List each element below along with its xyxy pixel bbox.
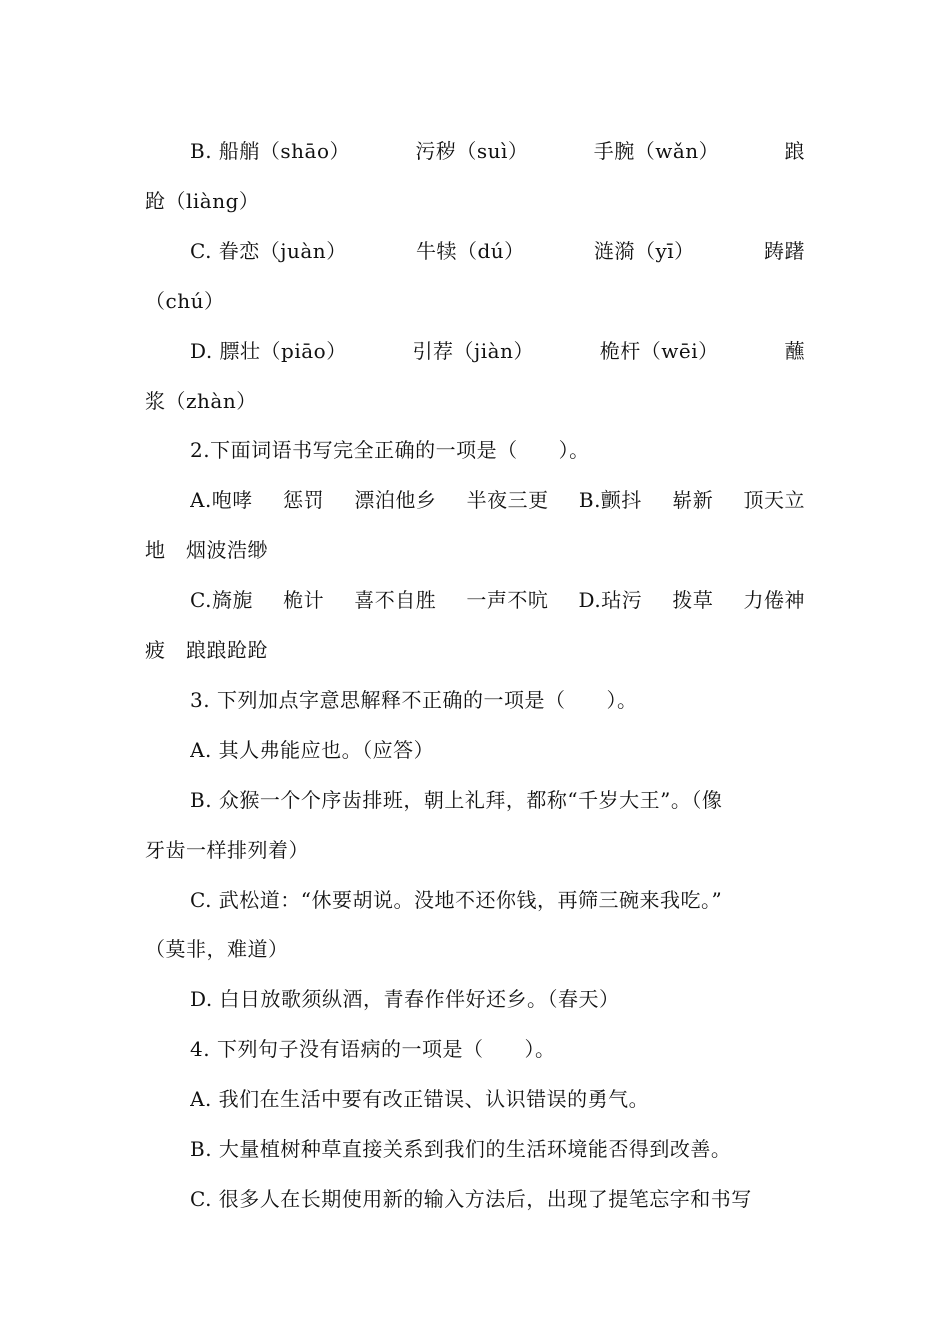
text-segment: 拨草 (672, 588, 714, 612)
text-segment: 踌躇 (763, 239, 805, 263)
text-segment: 2.下面词语书写完全正确的一项是（ ）。 (190, 438, 590, 462)
text-line (190, 987, 805, 1011)
text-segment: 喜不自胜 (354, 588, 437, 612)
text-line (145, 538, 805, 562)
text-line (145, 389, 805, 413)
text-line (190, 1187, 805, 1211)
text-line (190, 488, 805, 512)
text-segment: 崭新 (672, 488, 714, 512)
text-line (190, 888, 805, 912)
text-line (190, 588, 805, 612)
text-segment: 力倦神 (743, 588, 805, 612)
text-line (190, 1037, 805, 1061)
text-segment: 牙齿一样排列着） (145, 838, 309, 862)
text-segment: D. 白日放歌须纵酒，青春作伴好还乡。（春天） (190, 987, 620, 1011)
text-segment: 桅杆（wēi） (599, 339, 719, 363)
text-segment: 漂泊他乡 (354, 488, 437, 512)
text-line (145, 937, 805, 961)
text-segment: 跄（liàng） (145, 189, 260, 213)
text-segment: 4. 下列句子没有语病的一项是（ ）。 (190, 1037, 556, 1061)
text-line (190, 339, 805, 363)
text-segment: B. 船艄（shāo） (190, 139, 351, 163)
text-segment: 浆（zhàn） (145, 389, 257, 413)
text-line (145, 638, 805, 662)
text-segment: 地 烟波浩缈 (145, 538, 268, 562)
text-line (145, 289, 805, 313)
text-segment: C. 武松道：“休要胡说。没地不还你钱，再筛三碗来我吃。” (190, 888, 723, 912)
text-segment: 污秽（suì） (415, 139, 529, 163)
text-line (145, 189, 805, 213)
text-segment: 蘸 (784, 339, 805, 363)
text-segment: 引荐（jiàn） (412, 339, 534, 363)
text-segment: A. 其人弗能应也。（应答） (190, 738, 435, 762)
text-line (190, 788, 805, 812)
text-segment: （莫非，难道） (145, 937, 289, 961)
text-segment: A.咆哮 (190, 488, 253, 512)
text-segment: 惩罚 (283, 488, 325, 512)
text-segment: 3. 下列加点字意思解释不正确的一项是（ ）。 (190, 688, 638, 712)
text-segment: C. 很多人在长期使用新的输入方法后，出现了提笔忘字和书写 (190, 1187, 752, 1211)
text-segment: 桅计 (283, 588, 325, 612)
text-segment: B. 大量植树种草直接关系到我们的生活环境能否得到改善。 (190, 1137, 732, 1161)
text-segment: D.玷污 (578, 588, 643, 612)
text-line (190, 688, 805, 712)
text-line (190, 239, 805, 263)
text-segment: A. 我们在生活中要有改正错误、认识错误的勇气。 (190, 1087, 650, 1111)
text-segment: 一声不吭 (466, 588, 549, 612)
text-segment: 涟漪（yī） (593, 239, 695, 263)
text-segment: B. 众猴一个个序齿排班，朝上礼拜，都称“千岁大王”。（像 (190, 788, 723, 812)
text-line (190, 139, 805, 163)
text-segment: 半夜三更 (466, 488, 549, 512)
text-segment: C.旖旎 (190, 588, 253, 612)
text-segment: B.颤抖 (578, 488, 642, 512)
text-line (190, 1087, 805, 1111)
text-line (145, 838, 805, 862)
text-segment: D. 膘壮（piāo） (190, 339, 347, 363)
text-segment: 疲 踉踉跄跄 (145, 638, 268, 662)
text-segment: C. 眷恋（juàn） (190, 239, 347, 263)
text-line (190, 1137, 805, 1161)
text-line (190, 738, 805, 762)
text-segment: 顶天立 (743, 488, 805, 512)
text-segment: 手腕（wǎn） (593, 139, 720, 163)
text-segment: （chú） (145, 289, 225, 313)
text-segment: 牛犊（dú） (416, 239, 525, 263)
text-segment: 踉 (784, 139, 805, 163)
text-line (190, 438, 805, 462)
